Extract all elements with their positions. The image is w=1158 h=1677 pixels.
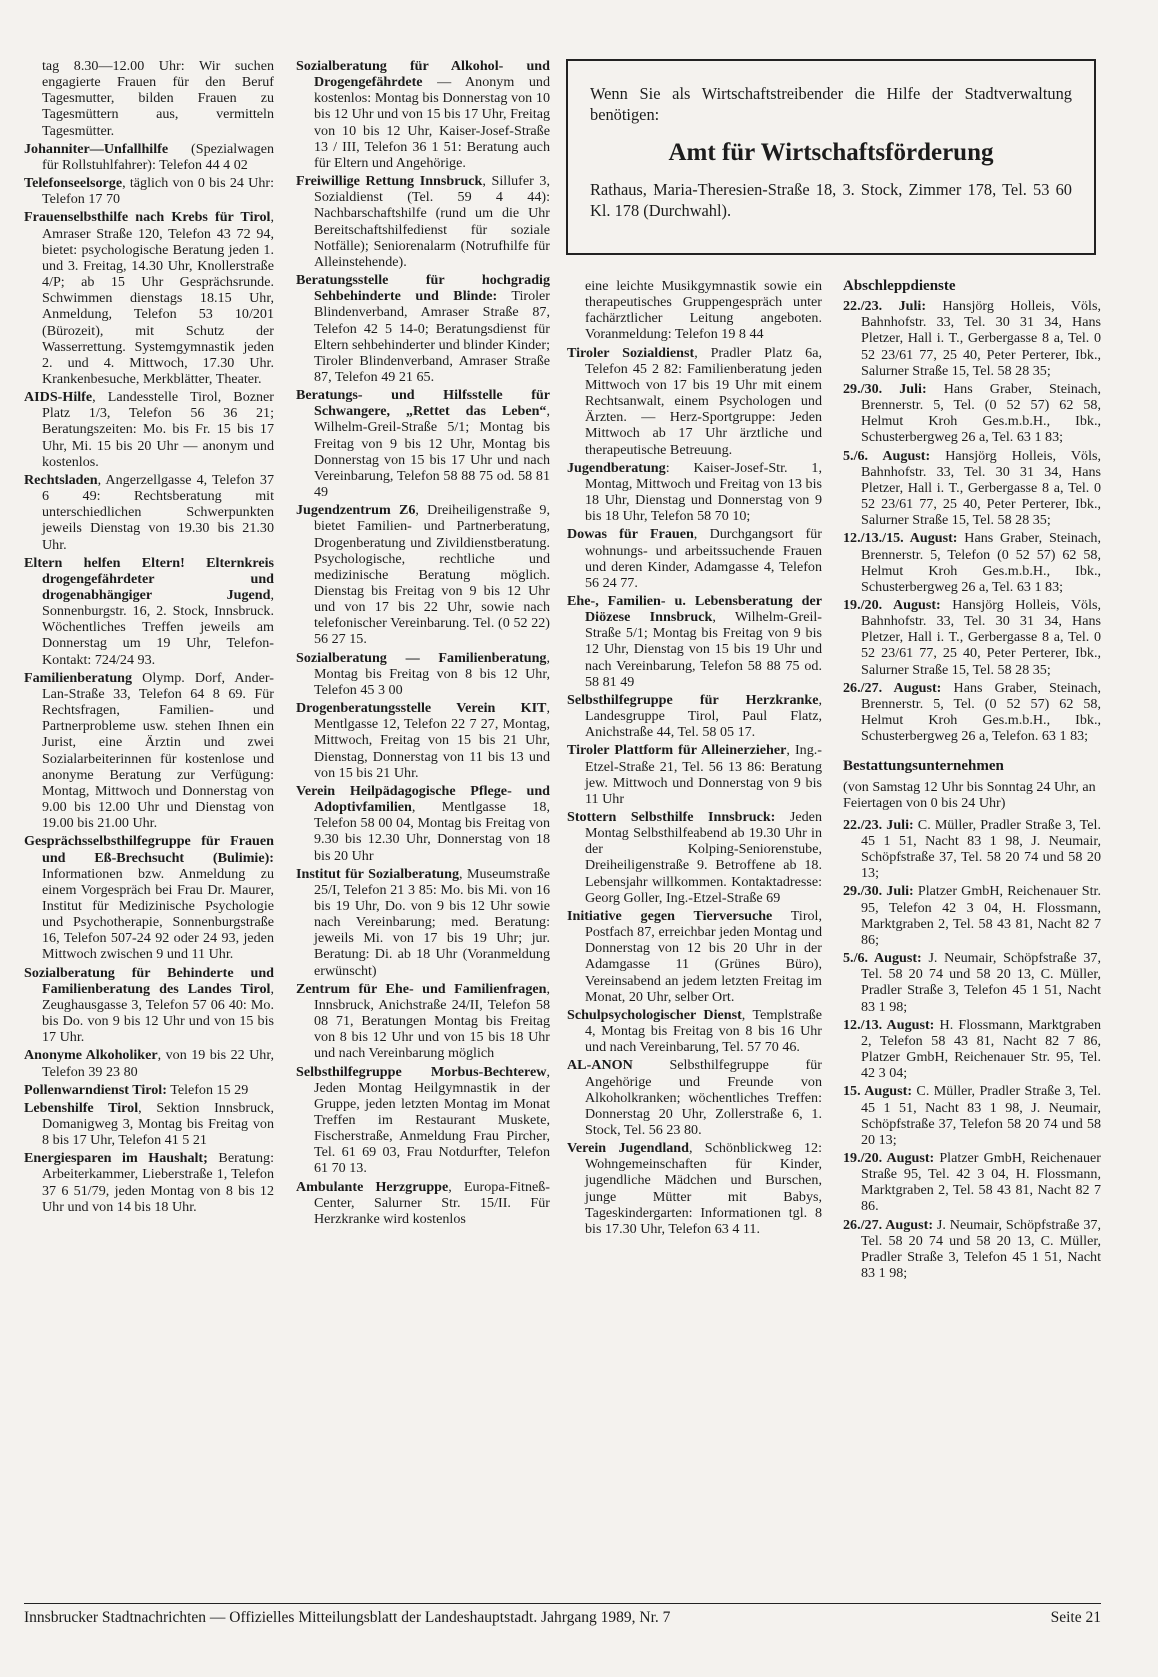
entry-heading: 26./27. August: <box>843 1216 934 1233</box>
entry-text: , täglich von 0 bis 24 Uhr: Telefon 17 70 <box>42 175 274 208</box>
entry-text: tag 8.30—12.00 Uhr: Wir suchen engagierte Frauen für den Beruf Tagesmutter, bilden Frauen zu Tagesmüttern aus, vermitteln Tagesmütter. <box>42 58 274 139</box>
entry-heading: 5./6. August: <box>843 447 931 464</box>
column-4 <box>843 278 1101 1283</box>
entry-text: , Pradler Platz 6a, Telefon 45 2 82: Familienberatung jeden Mittwoch von 17 bis 19 Uhr mit einem Rechtsanwalt, einem Psychologen und Ärzten. — Herz-Sportgruppe: Jeden Mittwoch ab 17 Uhr ärztliche und therapeutische Betreuung. <box>585 344 822 458</box>
listing-entry <box>296 650 550 698</box>
entry-text: , Wilhelm-Greil-Straße 5/1; Montag bis Freitag von 9 bis 12 Uhr, Dienstag von 15 bis 19 Uhr und nach Vereinbarung, Telefon 58 88 75 od. 58 81 49 <box>585 609 823 690</box>
listing-entry <box>843 1150 1101 1215</box>
wirtschaftsfoerderung-box <box>566 59 1096 255</box>
entry-heading: Familienberatung <box>24 669 133 686</box>
entry-text: Informationen bzw. Anmeldung zu einem Vorgespräch bei Frau Dr. Maurer, Institut für Medizinische Psychologie und Psychotherapie, Sonnenburgstraße 16, Telefon 507-24 92 oder 24 93, jeden Mittwoch zwischen 9 und 11 Uhr. <box>42 865 274 963</box>
listing-entry <box>843 597 1101 678</box>
entry-text: , Sektion Innsbruck, Domanigweg 3, Montag bis Freitag von 8 bis 17 Uhr, Telefon 41 5 21 <box>42 1099 274 1149</box>
listing-entry <box>567 908 822 1005</box>
listing-entry <box>296 272 550 385</box>
listing-entry <box>843 381 1101 446</box>
listing-entry <box>296 1064 550 1177</box>
listing-entry <box>567 692 822 740</box>
entry-heading: Zentrum für Ehe- und Familienfragen <box>296 980 547 997</box>
entry-heading: Ambulante Herzgruppe <box>296 1178 449 1195</box>
entry-heading: 22./23. Juli: <box>843 816 914 833</box>
entry-text: Tirol, Postfach 87, erreichbar jeden Montag und Donnerstag von 12 bis 20 Uhr in der Adamgasse 11 (Grünes Büro), Vereinsabend an jedem letzten Freitag im Monat, 20 Uhr, selber Ort. <box>585 907 822 1005</box>
entry-heading: Frauenselbsthilfe nach Krebs für Tirol <box>24 209 271 226</box>
bestattung-subheading: (von Samstag 12 Uhr bis Sonntag 24 Uhr, an Feiertagen von 0 bis 24 Uhr) <box>843 778 1096 811</box>
entry-heading: Johanniter—Unfallhilfe <box>24 140 169 157</box>
listing-entry <box>843 448 1101 529</box>
entry-text: , Schönblickweg 12: Wohngemeinschaften für Kinder, jugendliche Mädchen und Burschen, junge Mütter mit Babys, Tageskindergarten: Informationen tgl. 8 bis 17.30 Uhr, Telefon 63 4 11. <box>585 1140 822 1237</box>
box-address: Rathaus, Maria-Theresien-Straße 18, 3. Stock, Zimmer 178, Tel. 53 60 Kl. 178 (Durchwahl). <box>590 180 1072 220</box>
listing-entry <box>296 783 550 864</box>
entry-text: C. Müller, Pradler Straße 3, Tel. 45 1 51, Nacht 83 1 98, J. Neumair, Schöpfstraße 37, Telefon 58 20 74 und 58 20 13; <box>861 1083 1101 1148</box>
footer-publication: Innsbrucker Stadtnachrichten — Offizielles Mitteilungsblatt der Landeshauptstadt. Jahrgang 1989, Nr. 7 <box>24 1609 671 1626</box>
entry-text: eine leichte Musikgymnastik sowie ein therapeutisches Gruppengespräch unter fachärztlicher Leitung angeboten. Voranmeldung: Telefon 19 8 44 <box>585 278 822 343</box>
entry-text: H. Flossmann, Marktgraben 2, Telefon 58 43 81, Nacht 82 7 86, Platzer GmbH, Reichenauer Str. 95, Tel. 42 3 04; <box>861 1016 1102 1082</box>
column-1 <box>24 58 274 1217</box>
entry-text: Hans Graber, Steinach, Brennerstr. 5, Tel. (0 52 57) 62 58, Helmut Kroh Ges.m.b.H., Ibk., Schusterbergweg 26 a, Tel. 63 1 83; <box>861 380 1102 446</box>
listing-entry <box>843 1083 1101 1148</box>
listing-entry <box>567 345 822 458</box>
entry-text: Hansjörg Holleis, Völs, Bahnhofstr. 33, Tel. 30 31 34, Hans Pletzer, Hall i. T., Gerbergasse 8 a, Tel. 0 52 23/61 77, 25 40, Peter Perterer, Ibk., Salurner Straße 15, Tel. 58 28 35; <box>861 596 1101 678</box>
listing-entry <box>843 1017 1101 1082</box>
entry-text: Platzer GmbH, Reichenauer Str. 95, Telefon 42 3 04, H. Flossmann, Marktgraben 2, Tel. 58 43 81, Nacht 82 7 86; <box>861 883 1101 948</box>
entry-heading: Telefonseelsorge <box>24 175 123 192</box>
listing-entry <box>567 1057 822 1138</box>
listing-entry <box>567 1140 822 1237</box>
entry-text: , Jeden Montag Heilgymnastik in der Gruppe, jeden letzten Montag im Monat Treffen im Restaurant Muskete, Fischerstraße, Anmeldung Frau Pircher, Tel. 61 69 03, Frau Notdurfter, Telefon 61 70 13. <box>314 1063 550 1177</box>
entry-text: — Anonym und kostenlos: Montag bis Donnerstag von 10 bis 12 Uhr und von 15 bis 17 Uhr, Freitag von 10 bis 12 Uhr, Kaiser-Josef-Straße 13 / III, Telefon 36 1 51: Beratung auch für Eltern und Angehörige. <box>314 74 550 171</box>
listing-entry <box>843 298 1101 379</box>
entry-text: , Mentlgasse 12, Telefon 22 7 27, Montag, Mittwoch, Freitag von 15 bis 21 Uhr, Dienstag, Donnerstag von 11 bis 13 und von 15 bis 21 Uhr. <box>314 700 550 781</box>
listing-entry <box>567 278 822 343</box>
entry-text: , Mentlgasse 18, Telefon 58 00 04, Montag bis Freitag von 9.30 bis 12.30 Uhr, Donnerstag von 18 bis 20 Uhr <box>314 799 550 864</box>
listing-entry <box>24 965 274 1046</box>
entry-text: Hans Graber, Steinach, Brennerstr. 5, Tel. (0 52 57) 62 58, Helmut Kroh Ges.m.b.H., Ibk., Schusterbergweg 26 a, Telefon. 63 1 83; <box>861 679 1102 745</box>
entry-text: , Landesstelle Tirol, Bozner Platz 1/3, Telefon 56 36 21; Beratungszeiten: Mo. bis Fr. 15 bis 17 Uhr, Mi. 15 bis 20 Uhr — anonym und kostenlos. <box>42 389 274 470</box>
listing-entry <box>296 866 550 979</box>
entry-heading: Anonyme Alkoholiker <box>24 1047 158 1064</box>
entry-heading: 29./30. Juli: <box>843 380 927 397</box>
entry-text: Hansjörg Holleis, Völs, Bahnhofstr. 33, Tel. 30 31 34, Hans Pletzer, Hall i. T., Gerbergasse 8 a, Tel. 0 52 23/61 77, 25 40, Peter Perterer, Ibk., Salurner Straße 15, Tel. 58 28 35; <box>861 298 1101 379</box>
entry-heading: Lebenshilfe Tirol <box>24 1099 139 1116</box>
entry-text: J. Neumair, Schöpfstraße 37, Tel. 58 20 74 und 58 20 13, C. Müller, Pradler Straße 3, Telefon 45 1 51, Nacht 83 1 98; <box>861 950 1101 1015</box>
listing-entry <box>24 141 274 173</box>
footer-rule <box>24 1603 1101 1604</box>
listing-entry <box>24 175 274 207</box>
entry-heading: 22./23. Juli: <box>843 298 927 315</box>
entry-text: , Ing.-Etzel-Straße 21, Tel. 56 13 86: Beratung jew. Mittwoch und Donnerstag von 9 bis 11 Uhr <box>585 742 822 807</box>
listing-entry <box>24 58 274 139</box>
entry-heading: Beratungs- und Hilfsstelle für Schwangere, „Rettet das Leben“ <box>296 387 550 420</box>
listing-entry <box>24 555 274 668</box>
entry-heading: Dowas für Frauen <box>567 526 694 543</box>
listing-entry <box>843 950 1101 1015</box>
listing-entry <box>296 173 550 270</box>
entry-heading: Institut für Sozialberatung <box>296 865 459 882</box>
entry-heading: Drogenberatungsstelle Verein KIT <box>296 700 547 717</box>
listing-entry <box>296 58 550 171</box>
entry-heading: Verein Heilpädagogische Pflege- und Adoptivfamilien <box>296 782 550 816</box>
listing-entry <box>843 1217 1101 1282</box>
listing-entry <box>24 833 274 962</box>
entry-text: , Angerzellgasse 4, Telefon 37 6 49: Rechtsberatung mit unterschiedlichen Schwerpunkten jeweils Dienstag von 19.30 bis 21.30 Uhr. <box>42 471 274 553</box>
entry-text: Platzer GmbH, Reichenauer Straße 95, Tel. 42 3 04, H. Flossmann, Marktgraben 2, Tel. 58 43 81, Nacht 82 7 86. <box>861 1149 1101 1215</box>
page-footer <box>24 1609 1101 1627</box>
entry-text: , Innsbruck, Anichstraße 24/II, Telefon 58 08 71, Beratungen Montag bis Freitag von 8 bis 12 Uhr und von 15 bis 18 Uhr und nach Vereinbarung möglich <box>314 980 550 1062</box>
listing-entry <box>567 1007 822 1055</box>
listing-entry <box>843 530 1101 595</box>
entry-heading: 19./20. August: <box>843 596 941 613</box>
entry-heading: Sozialberatung für Behinderte und Familienberatung des Landes Tirol <box>24 964 274 997</box>
listing-entry <box>843 883 1101 948</box>
entry-heading: 5./6. August: <box>843 950 922 967</box>
entry-heading: Jugendberatung <box>567 459 666 476</box>
entry-text: Jeden Montag Selbsthilfeabend ab 19.30 Uhr in der Kolping-Seniorenstube, Dreiheiligenstraße 9. Betroffene ab 18. Lebensjahr willkommen. Kontaktadresse: Georg Goller, Ing.-Etzel-Straße 69 <box>585 809 822 906</box>
entry-text: , Durchgangsort für wohnungs- und arbeitssuchende Frauen und deren Kinder, Adamgasse 4, Telefon 56 24 77. <box>585 526 822 591</box>
entry-text: , Sonnenburgstr. 16, 2. Stock, Innsbruck. Wöchentliches Treffen jeweils am Donnerstag um 19 Uhr, Telefon-Kontakt: 724/24 93. <box>42 587 274 668</box>
listing-entry <box>567 742 822 807</box>
entry-heading: Sozialberatung — Familienberatung <box>296 649 547 666</box>
entry-text: Tiroler Blindenverband, Amraser Straße 87, Telefon 42 5 14-0; Beratungsdienst für Eltern sehbehinderter und blinder Kinder; Tiroler Blindenverband, Amraser Straße 87, Telefon 49 21 65. <box>314 288 550 385</box>
entry-heading: Schulpsychologischer Dienst <box>567 1006 742 1023</box>
listing-entry <box>296 1179 550 1227</box>
entry-heading: Freiwillige Rettung Innsbruck <box>296 173 483 190</box>
abschleppdienste-list <box>843 298 1101 744</box>
entry-text: (Spezialwagen für Rollstuhlfahrer): Telefon 44 4 02 <box>42 140 274 173</box>
listing-entry <box>567 526 822 591</box>
listing-entry <box>24 670 274 832</box>
entry-text: , Landesgruppe Tirol, Paul Flatz, Anichstraße 44, Tel. 58 05 17. <box>585 691 822 741</box>
entry-text: J. Neumair, Schöpfstraße 37, Tel. 58 20 74 und 58 20 13, C. Müller, Pradler Straße 3, Telefon 45 1 51, Nacht 83 1 98; <box>861 1216 1101 1282</box>
listing-entry <box>296 700 550 781</box>
listing-entry <box>24 1100 274 1148</box>
listing-entry <box>567 593 822 690</box>
footer-page-number: Seite 21 <box>1050 1609 1101 1626</box>
entry-heading: 26./27. August: <box>843 679 942 696</box>
entry-heading: Ehe-, Familien- u. Lebensberatung der Diözese Innsbruck <box>567 592 822 626</box>
entry-heading: Selbsthilfegruppe für Herzkranke <box>567 691 819 708</box>
bestattung-list <box>843 817 1101 1281</box>
entry-heading: Eltern helfen Eltern! Elternkreis drogengefährdeter und drogenabhängiger Jugend <box>24 554 274 603</box>
entry-text: Telefon 15 29 <box>166 1081 249 1098</box>
entry-text: , Dreiheiligenstraße 9, bietet Familien- und Partnerberatung, Drogenberatung und Zivildienstberatung. Psychologische, rechtliche und medizinische Beratung möglich. Dienstag bis Freitag von 9 bis 12 Uhr und von 17 bis 22 Uhr, sowie nach telefonischer Vereinbarung. Tel. (0 52 22) 56 27 15. <box>314 502 551 648</box>
entry-heading: 15. August: <box>843 1083 913 1100</box>
entry-text: , Templstraße 4, Montag bis Freitag von 8 bis 16 Uhr und nach Vereinbarung, Tel. 57 70 46. <box>585 1006 822 1056</box>
entry-heading: Rechtsladen <box>24 471 98 488</box>
listing-entry <box>24 472 274 553</box>
listing-entry <box>567 809 822 906</box>
listing-entry <box>296 387 550 500</box>
listing-entry <box>24 1082 274 1098</box>
bestattung-heading: Bestattungsunternehmen <box>843 758 1004 775</box>
entry-text: Olymp. Dorf, Ander-Lan-Straße 33, Telefon 64 8 69. Für Rechtsfragen, Familien- und Partnerprobleme usw. stehen Ihnen ein Jurist, eine Ärztin und zwei Sozialarbeiterinnen für kostenlose und anonyme Beratung zur Verfügung: Montag, Mittwoch und Donnerstag von 9.00 bis 12.00 Uhr und Dienstag von 19.00 bis 21.00 Uhr. <box>42 669 274 832</box>
listing-entry <box>24 209 274 387</box>
entry-heading: Initiative gegen Tierversuche <box>567 907 773 924</box>
entry-heading: Gesprächsselbsthilfegruppe für Frauen und Eß-Brechsucht (Bulimie): <box>24 833 274 866</box>
entry-heading: Selbsthilfegruppe Morbus-Bechterew <box>296 1063 547 1080</box>
entry-text: C. Müller, Pradler Straße 3, Tel. 45 1 51, Nacht 83 1 98, J. Neumair, Schöpfstraße 37, Tel. 58 20 74 und 58 20 13; <box>861 816 1101 882</box>
entry-heading: 29./30. Juli: <box>843 883 914 900</box>
entry-text: Beratung: Arbeiterkammer, Lieberstraße 1, Telefon 37 6 51/79, jeden Montag von 8 bis 12 Uhr und von 14 bis 18 Uhr. <box>42 1150 274 1215</box>
entry-heading: Tiroler Sozialdienst <box>567 344 695 361</box>
entry-heading: 19./20. August: <box>843 1149 935 1166</box>
entry-text: Hansjörg Holleis, Völs, Bahnhofstr. 33, Tel. 30 31 34, Hans Pletzer, Hall i. T., Gerbergasse 8 a, Tel. 0 52 23/61 77, 25 40, Peter Perterer, Ibk., Salurner Straße 15, Tel. 58 28 35; <box>861 447 1101 529</box>
entry-text: , Sillufer 3, Sozialdienst (Tel. 59 4 44): Nachbarschaftshilfe (rund um die Uhr Bereitschaftshilfedienst für soziale Notfälle); Seniorenalarm (Notrufhilfe für Alleinstehende). <box>314 173 551 270</box>
entry-heading: 12./13./15. August: <box>843 530 958 547</box>
entry-heading: Sozialberatung für Alkohol- und Drogengefährdete <box>296 58 550 91</box>
entry-heading: Stottern Selbsthilfe Innsbruck: <box>567 809 776 825</box>
listing-entry <box>843 817 1101 882</box>
entry-heading: AL-ANON <box>567 1057 633 1074</box>
listing-entry <box>843 680 1101 745</box>
entry-heading: Beratungsstelle für hochgradig Sehbehinderte und Blinde: <box>296 272 550 305</box>
listing-entry <box>296 502 550 647</box>
column-2 <box>296 58 550 1229</box>
entry-text: , Wilhelm-Greil-Straße 5/1; Montag bis Freitag von 9 bis 12 Uhr, Montag bis Donnerstag von 15 bis 17 Uhr und nach Vereinbarung, Telefon 58 88 75 od. 58 81 49 <box>314 403 550 501</box>
entry-text: , Amraser Straße 120, Telefon 43 72 94, bietet: psychologische Beratung jeden 1. und 3. Freitag, 14.30 Uhr, Knollerstraße 4/P; ab 15 Uhr Gesprächsrunde. Schwimmen dienstags 18.15 Uhr, Anmeldung, Telefon 53 10/201 (Bürozeit), mit Schutz der Wasserrettung. Systemgymnastik jeden 2. und 4. Mittwoch, 17.30 Uhr. Krankenbesuche, Merkblätter, Theater. <box>42 209 274 387</box>
abschleppdienste-heading: Abschleppdienste <box>843 278 956 294</box>
entry-heading: 12./13. August: <box>843 1016 935 1033</box>
entry-text: , Museumstraße 25/I, Telefon 21 3 85: Mo. bis Mi. von 16 bis 19 Uhr, Do. von 9 bis 12 Uhr sowie nach Vereinbarung; med. Beratung: jeweils Mi. von 17 bis 19 Uhr; jur. Beratung: Di. ab 18 Uhr (Voranmeldung erwünscht) <box>314 865 550 979</box>
entry-text: , Montag bis Freitag von 8 bis 12 Uhr, Telefon 45 3 00 <box>314 649 550 698</box>
column-3 <box>567 278 822 1239</box>
entry-text: Selbsthilfegruppe für Angehörige und Freunde von Alkoholkranken; wöchentliches Treffen: Donnerstag 20 Uhr, Zollerstraße 6, 1. Stock, Tel. 56 23 80. <box>585 1057 822 1138</box>
entry-heading: Energiesparen im Haushalt; <box>24 1150 208 1167</box>
box-intro: Wenn Sie als Wirtschaftstreibender die Hilfe der Stadtverwaltung benötigen: <box>590 84 1072 124</box>
box-title: Amt für Wirtschaftsförderung <box>668 139 994 166</box>
entry-text: Hans Graber, Steinach, Brennerstr. 5, Telefon (0 52 57) 62 58, Helmut Kroh Ges.m.b.H., Ibk., Schusterbergweg 26 a, Tel. 63 1 83; <box>861 530 1101 595</box>
entry-text: : Kaiser-Josef-Str. 1, Montag, Mittwoch und Freitag von 13 bis 18 Uhr, Dienstag und Donnerstag von 9 bis 18 Uhr, Telefon 58 70 10; <box>585 459 822 525</box>
listing-entry <box>567 460 822 525</box>
entry-text: , Europa-Fitneß-Center, Salurner Str. 15/II. Für Herzkranke wird kostenlos <box>314 1178 551 1227</box>
entry-heading: Jugendzentrum Z6 <box>296 502 416 519</box>
entry-heading: Verein Jugendland <box>567 1140 689 1157</box>
listing-entry <box>24 389 274 470</box>
entry-heading: Pollenwarndienst Tirol: <box>24 1081 167 1098</box>
entry-heading: AIDS-Hilfe <box>24 389 93 406</box>
entry-heading: Tiroler Plattform für Alleinerzieher <box>567 742 787 759</box>
listing-entry <box>24 1150 274 1215</box>
entry-text: , Zeughausgasse 3, Telefon 57 06 40: Mo. bis Do. von 9 bis 12 Uhr und von 15 bis 17 Uhr. <box>42 980 274 1046</box>
listing-entry <box>24 1047 274 1079</box>
entry-text: , von 19 bis 22 Uhr, Telefon 39 23 80 <box>42 1047 275 1080</box>
listing-entry <box>296 981 550 1062</box>
